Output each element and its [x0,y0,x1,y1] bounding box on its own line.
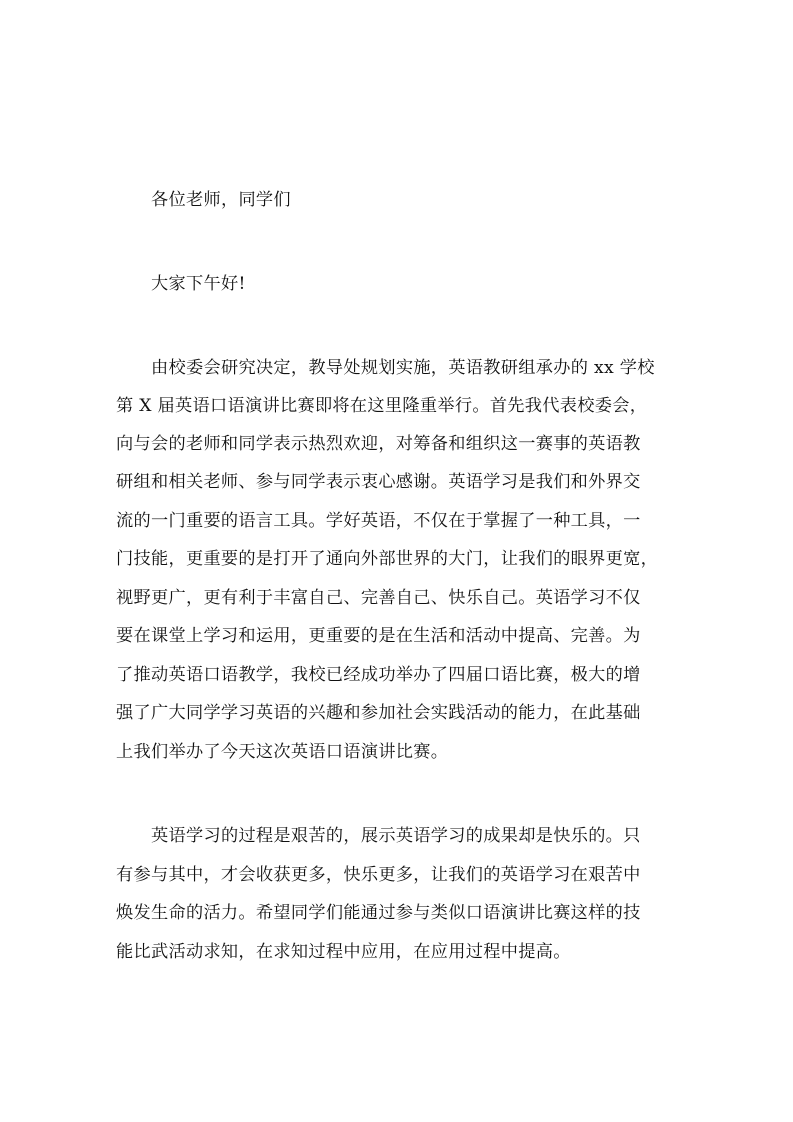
paragraph-line: 门技能，更重要的是打开了通向外部世界的大门，让我们的眼界更宽， [116,549,659,569]
paragraph-line: 强了广大同学学习英语的兴趣和参加社会实践活动的能力，在此基础 [116,703,641,723]
paragraph-line: 由校委会研究决定，教导处规划实施，英语教研组承办的 xx 学校 [151,358,655,378]
paragraph-line: 第 X 届英语口语演讲比赛即将在这里隆重举行。首先我代表校委会， [116,396,648,416]
salutation: 各位老师，同学们 [151,190,291,210]
greeting: 大家下午好! [151,274,246,294]
paragraph-line: 视野更广，更有利于丰富自己、完善自己、快乐自己。英语学习不仅 [116,588,641,608]
paragraph-line: 流的一门重要的语言工具。学好英语，不仅在于掌握了一种工具，一 [116,511,641,531]
paragraph-line: 有参与其中，才会收获更多，快乐更多，让我们的英语学习在艰苦中 [116,865,641,885]
paragraph-line: 焕发生命的活力。希望同学们能通过参与类似口语演讲比赛这样的技 [116,903,641,923]
paragraph-line: 研组和相关老师、参与同学表示衷心感谢。英语学习是我们和外界交 [116,472,641,492]
paragraph-line: 向与会的老师和同学表示热烈欢迎，对筹备和组织这一赛事的英语教 [116,434,641,454]
paragraph-line: 要在课堂上学习和运用，更重要的是在生活和活动中提高、完善。为 [116,626,641,646]
paragraph-line: 英语学习的过程是艰苦的，展示英语学习的成果却是快乐的。只 [151,826,641,846]
paragraph-line: 了推动英语口语教学，我校已经成功举办了四届口语比赛，极大的增 [116,665,641,685]
paragraph-line: 能比武活动求知，在求知过程中应用，在应用过程中提高。 [116,942,571,962]
paragraph-line: 上我们举办了今天这次英语口语演讲比赛。 [116,742,449,762]
